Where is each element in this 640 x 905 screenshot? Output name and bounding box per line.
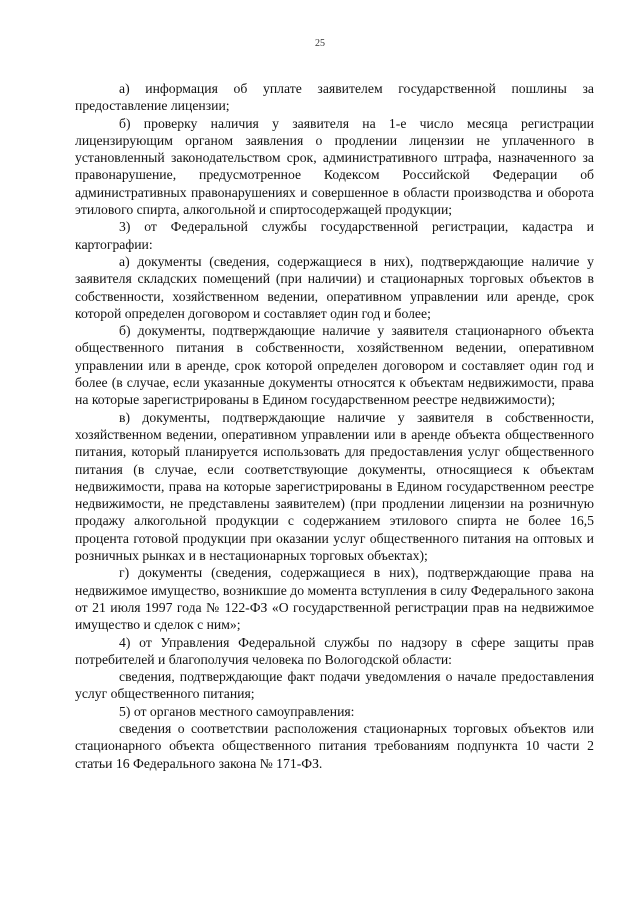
paragraph-rosreestr: 3) от Федеральной службы государственной регистрации, кадастра и картографии: — [75, 219, 594, 252]
paragraph-catering-usage-docs: в) документы, подтверждающие наличие у заявителя в собственности, хозяйственном ведении, оперативном управлении или в аренде объекта общественного питания, который планируется использовать для предоставления услуг общественного питания (в случае, если соответствующие документы, относящиеся к объектам недвижимости, права на которые зарегистрированы в Едином государственном реестре недвижимости, не представлены заявителем) (при продлении лицензии на розничную продажу алкогольной продукции с содержанием этилового спирта не более 16,5 процента готовой продукции при оказании услуг общественного питания на оптовых и розничных рынках и в нестационарных торговых объектах); — [75, 409, 594, 564]
paragraph-rospotrebnadzor: 4) от Управления Федеральной службы по надзору в сфере защиты прав потребителей и благополучия человека по Вологодской области: — [75, 634, 594, 667]
paragraph-fine-check: б) проверку наличия у заявителя на 1-е число месяца регистрации лицензирующим органом заявления о продлении лицензии не уплаченного в установленный законодательством срок, административного штрафа, назначенного за правонарушение, предусмотренное Кодексом Российской Федерации об административных правонарушениях и совершенное в области производства и оборота этилового спирта, алкогольной и спиртосодержащей продукции; — [75, 115, 594, 218]
paragraph-catering-object-docs: б) документы, подтверждающие наличие у заявителя стационарного объекта общественного питания в собственности, хозяйственном ведении, оперативном управлении или в аренде, срок которой определен договором и составляет один год и более (в случае, если указанные документы относятся к объектам недвижимости, права на которые зарегистрированы в Едином государственном реестре недвижимости); — [75, 323, 594, 408]
paragraph-property-rights-docs: г) документы (сведения, содержащиеся в них), подтверждающие права на недвижимое имущество, возникшие до момента вступления в силу Федерального закона от 21 июля 1997 года № 122-ФЗ «О государственной регистрации прав на недвижимое имущество и сделок с ним»; — [75, 565, 594, 633]
paragraph-notification-info: сведения, подтверждающие факт подачи уведомления о начале предоставления услуг общественного питания; — [75, 669, 594, 702]
paragraph-location-compliance: сведения о соответствии расположения стационарных торговых объектов или стационарного объекта общественного питания требованиям подпункта 10 части 2 статьи 16 Федерального закона № 171-ФЗ. — [75, 720, 594, 771]
paragraph-local-authorities: 5) от органов местного самоуправления: — [119, 703, 355, 719]
paragraph-warehouse-docs: а) документы (сведения, содержащиеся в них), подтверждающие наличие у заявителя складских помещений (при наличии) и стационарных торговых объектов в собственности, хозяйственном ведении, оперативном управлении или аренде, срок которой определен договором и составляет один год и более; — [75, 253, 594, 321]
page-number: 25 — [315, 38, 325, 49]
paragraph-info-state-fee: а) информация об уплате заявителем государственной пошлины за предоставление лицензии; — [75, 81, 594, 114]
document-body — [75, 80, 594, 772]
